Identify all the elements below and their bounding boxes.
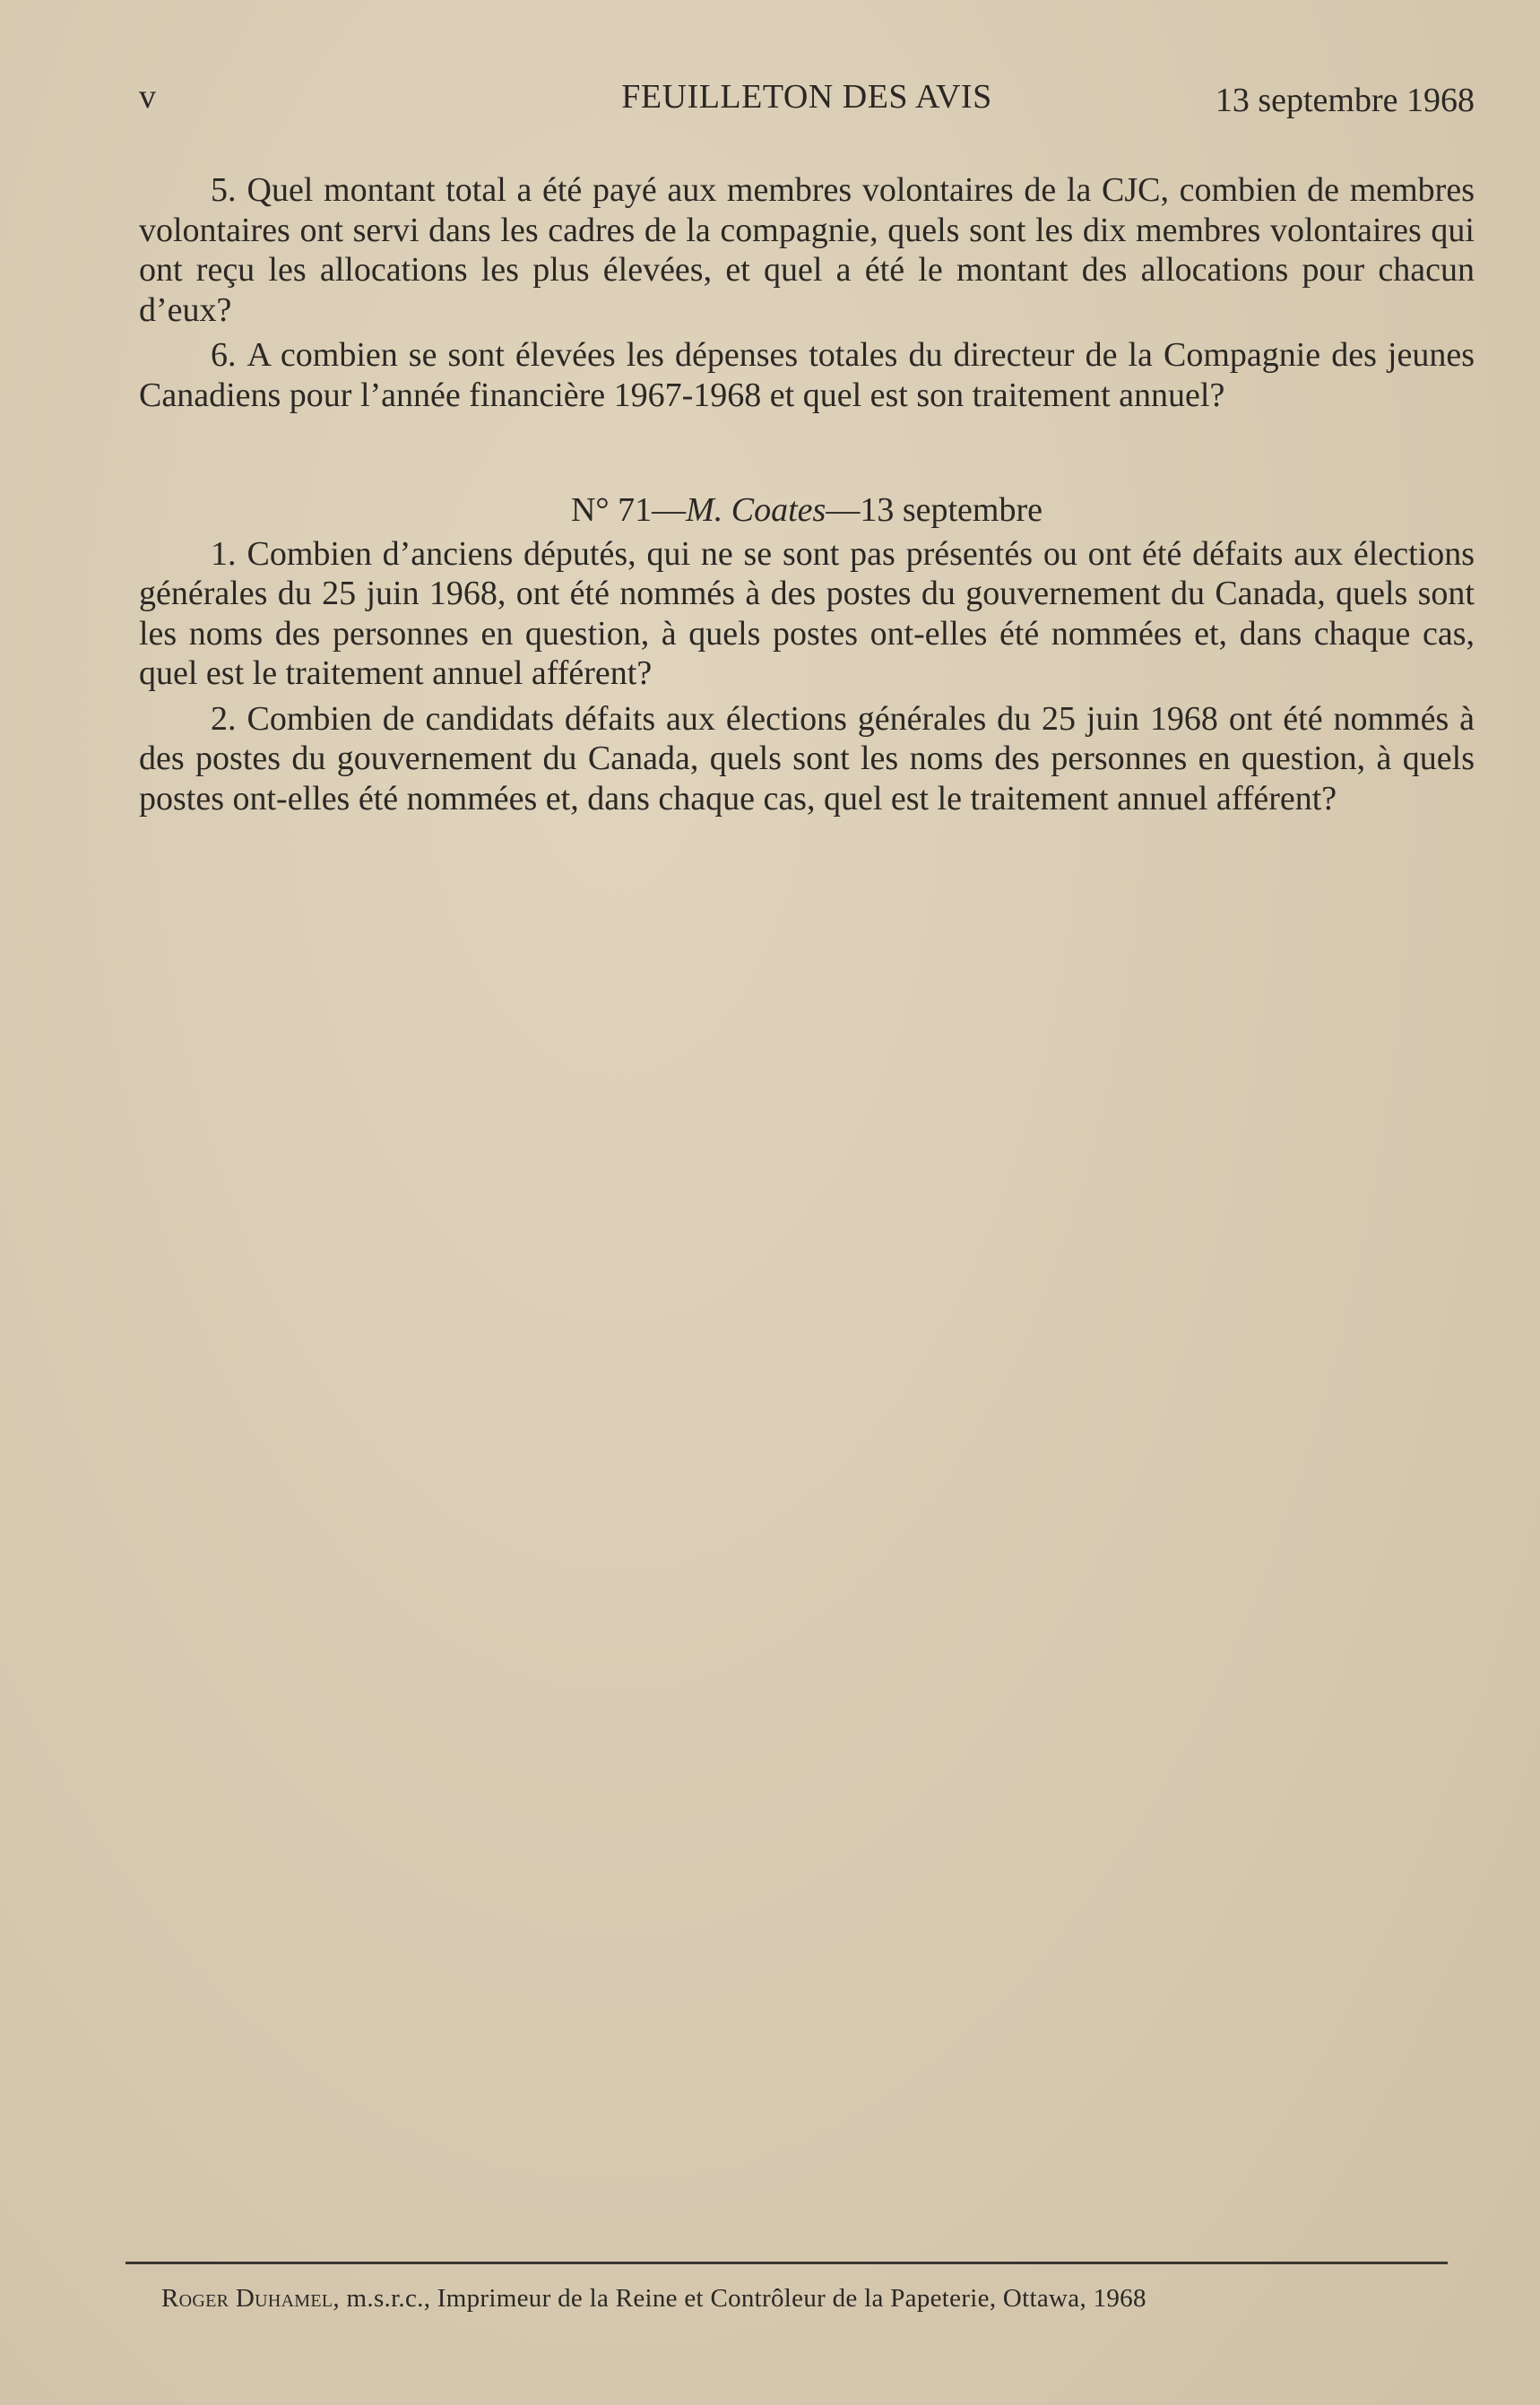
question-heading	[139, 490, 1475, 531]
question-number: N° 71—	[570, 491, 687, 529]
paragraph-text: Quel montant total a été payé aux membres volontaires de la CJC, combien de membres volontaires ont servi dans les cadres de la compagnie, quels sont les dix membres volontaires qui ont reçu les allocations les plus élevées, et quel a été le montant des allocations pour chacun d’eux?	[139, 171, 1475, 329]
question-member: M. Coates	[686, 491, 826, 529]
paragraph-number: 1.	[211, 534, 237, 573]
question-date: —13 septembre	[826, 491, 1043, 529]
printer-name: Roger Duhamel,	[161, 2284, 340, 2313]
paragraph-number: 6.	[211, 336, 237, 374]
page-header	[139, 77, 1475, 122]
footer-divider	[125, 2262, 1448, 2264]
paragraph-number: 2.	[211, 699, 237, 738]
page-number: v	[139, 78, 156, 116]
paragraph-number: 5.	[211, 171, 237, 209]
printer-imprint	[161, 2284, 1416, 2314]
paragraph-text: Combien d’anciens députés, qui ne se sont pas présentés ou ont été défaits aux élections générales du 25 juin 1968, ont été nommés à des postes du gouvernement du Canada, quels sont les noms des personnes en question, à quels postes ont-elles été nommées et, dans chaque cas, quel est le traitement annuel afférent?	[139, 534, 1475, 692]
paragraph-text: Combien de candidats défaits aux élections générales du 25 juin 1968 ont été nommés à des postes du gouvernement du Canada, quels sont les noms des personnes en question, à quels postes ont-elles été nommées et, dans chaque cas, quel est le traitement annuel afférent?	[139, 699, 1475, 818]
header-date: 13 septembre 1968	[1215, 82, 1475, 119]
header-title: FEUILLETON DES AVIS	[621, 78, 992, 116]
paragraph-5	[139, 170, 1475, 330]
paragraph-text: A combien se sont élevées les dépenses totales du directeur de la Compagnie des jeunes Canadiens pour l’année financière 1967-1968 et quel est son traitement annuel?	[139, 336, 1475, 414]
question-paragraph-2	[139, 699, 1475, 819]
paragraph-6	[139, 335, 1475, 415]
printer-details: m.s.r.c., Imprimeur de la Reine et Contrôleur de la Papeterie, Ottawa, 1968	[339, 2284, 1146, 2313]
document-body	[139, 170, 1475, 818]
question-paragraph-1	[139, 534, 1475, 694]
